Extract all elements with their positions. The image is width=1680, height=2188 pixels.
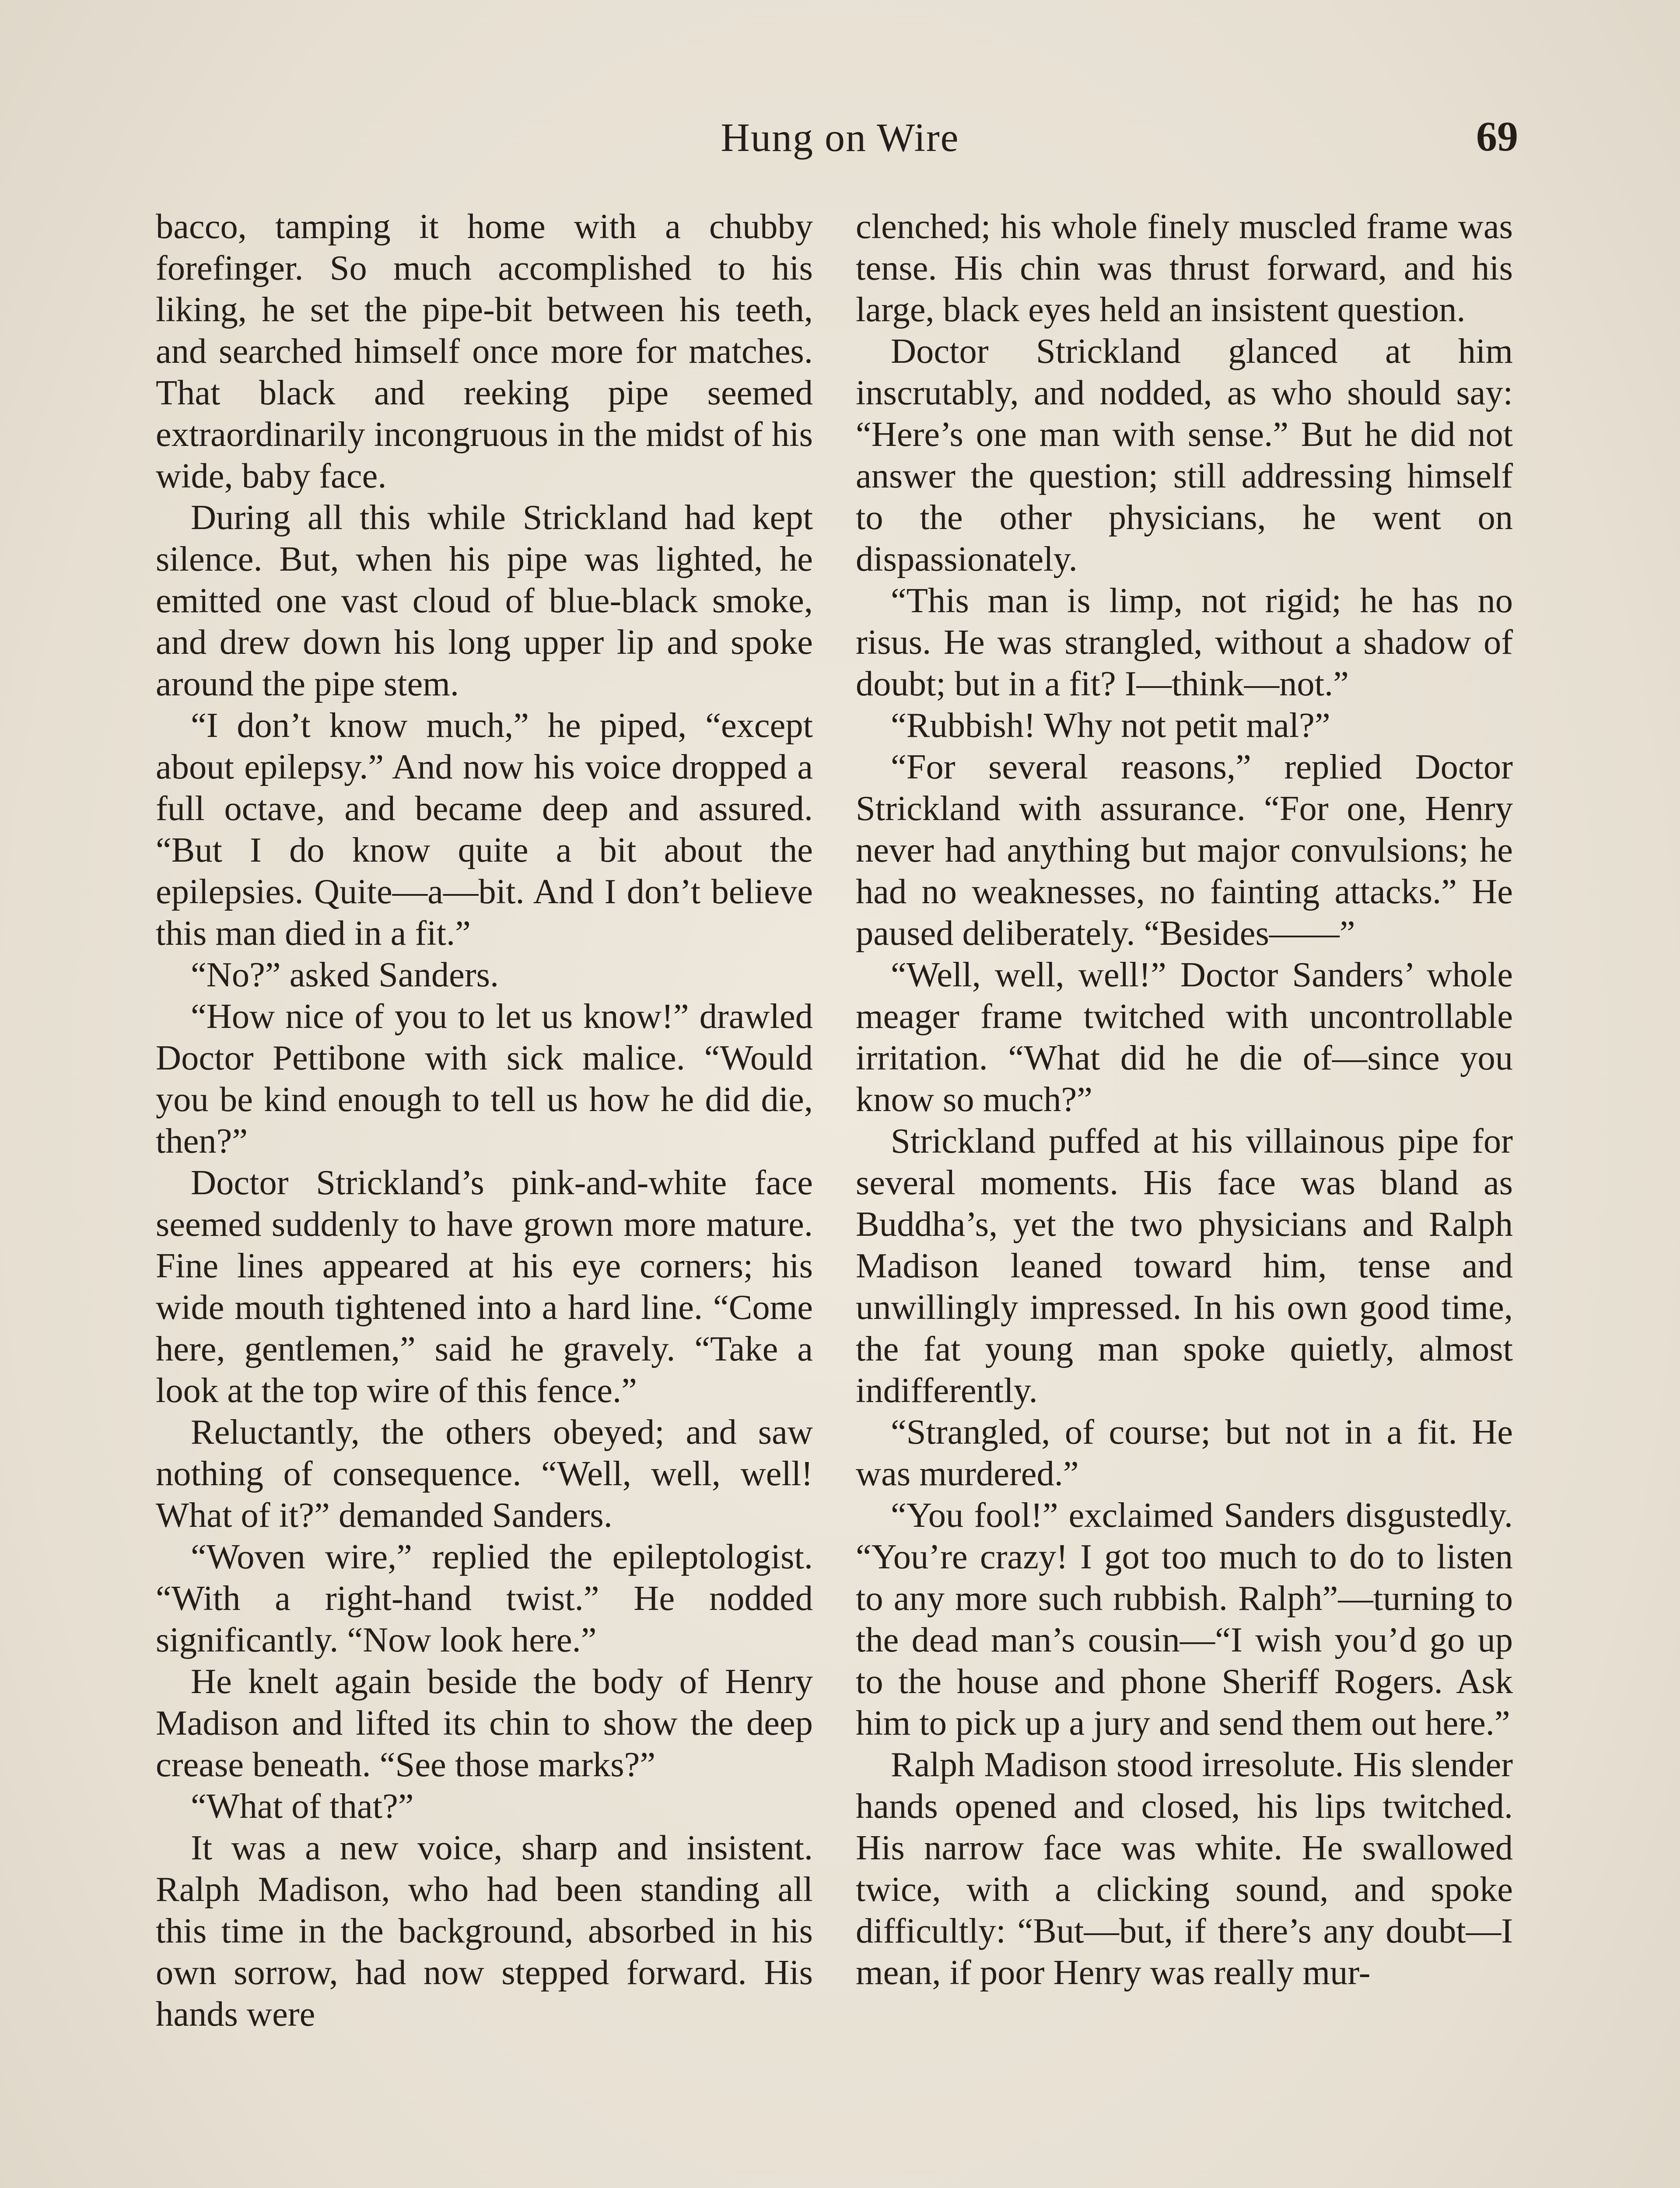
- paragraph: “No?” asked Sanders.: [191, 955, 499, 994]
- page-number: 69: [1476, 113, 1518, 160]
- paragraph: “You fool!” exclaimed Sanders disgustedly. “You’re crazy! I got too much to do to listen to any more such rubbish. Ralph”—turning to the dead man’s cousin—“I wish you’d go up to the house and phone Sheriff Rogers. Ask him to pick up a jury and send them out here.”: [856, 1496, 1513, 1743]
- paragraph: During all this while Strickland had kept silence. But, when his pipe was lighted, he emitted one vast cloud of blue-black smoke, and drew down his long upper lip and spoke around the pipe stem.: [156, 498, 813, 703]
- paragraph: Reluctantly, the others obeyed; and saw nothing of consequence. “Well, well, well! What of it?” demanded Sanders.: [156, 1413, 813, 1535]
- paragraph: “For several reasons,” replied Doctor Strickland with assurance. “For one, Henry never had anything but major convulsions; he had no weaknesses, no fainting attacks.” He paused deliberately. “Besides——”: [856, 747, 1513, 953]
- paragraph: He knelt again beside the body of Henry Madison and lifted its chin to show the deep crease beneath. “See those marks?”: [156, 1662, 813, 1784]
- running-header-title: Hung on Wire: [721, 115, 959, 160]
- left-text-column: [156, 206, 813, 2035]
- paragraph: Ralph Madison stood irresolute. His slender hands opened and closed, his lips twitched. His narrow face was white. He swallowed twice, with a clicking sound, and spoke difficultly: “But—but, if there’s any doubt—I mean, if poor Henry was really mur-: [856, 1745, 1513, 1992]
- paragraph: bacco, tamping it home with a chubby forefinger. So much accomplished to his liking, he set the pipe-bit between his teeth, and searched himself once more for matches. That black and reeking pipe seemed extraordinarily incongruous in the midst of his wide, baby face.: [156, 207, 813, 495]
- paragraph: “I don’t know much,” he piped, “except about epilepsy.” And now his voice dropped a full octave, and became deep and assured. “But I do know quite a bit about the epilepsies. Quite—a—bit. And I don’t believe this man died in a fit.”: [156, 706, 813, 953]
- right-text-column: [856, 206, 1513, 1993]
- paragraph: “Rubbish! Why not petit mal?”: [891, 706, 1330, 745]
- paragraph: Strickland puffed at his villainous pipe for several moments. His face was bland as Buddha’s, yet the two physicians and Ralph Madison leaned toward him, tense and unwillingly impressed. In his own good time, the fat young man spoke quietly, almost indifferently.: [856, 1122, 1513, 1410]
- paragraph: Doctor Strickland’s pink-and-white face seemed suddenly to have grown more mature. Fine lines appeared at his eye corners; his wide mouth tightened into a hard line. “Come here, gentlemen,” said he gravely. “Take a look at the top wire of this fence.”: [156, 1163, 813, 1410]
- paragraph: “This man is limp, not rigid; he has no risus. He was strangled, without a shadow of doubt; but in a fit? I—think—not.”: [856, 581, 1513, 703]
- paragraph: It was a new voice, sharp and insistent. Ralph Madison, who had been standing all this time in the background, absorbed in his own sorrow, had now stepped forward. His hands were: [156, 1828, 813, 2034]
- paragraph: “Woven wire,” replied the epileptologist. “With a right-hand twist.” He nodded significantly. “Now look here.”: [156, 1537, 813, 1659]
- paragraph: “How nice of you to let us know!” drawled Doctor Pettibone with sick malice. “Would you be kind enough to tell us how he did die, then?”: [156, 997, 813, 1161]
- paragraph: Doctor Strickland glanced at him inscrutably, and nodded, as who should say: “Here’s one man with sense.” But he did not answer the question; still addressing himself to the other physicians, he went on dispassionately.: [856, 332, 1513, 579]
- paragraph: clenched; his whole finely muscled frame was tense. His chin was thrust forward, and his large, black eyes held an insistent question.: [856, 207, 1513, 329]
- paragraph: “What of that?”: [191, 1787, 414, 1826]
- paragraph: “Strangled, of course; but not in a fit. He was murdered.”: [856, 1413, 1513, 1493]
- paragraph: “Well, well, well!” Doctor Sanders’ whole meager frame twitched with uncontrollable irritation. “What did he die of—since you know so much?”: [856, 955, 1513, 1119]
